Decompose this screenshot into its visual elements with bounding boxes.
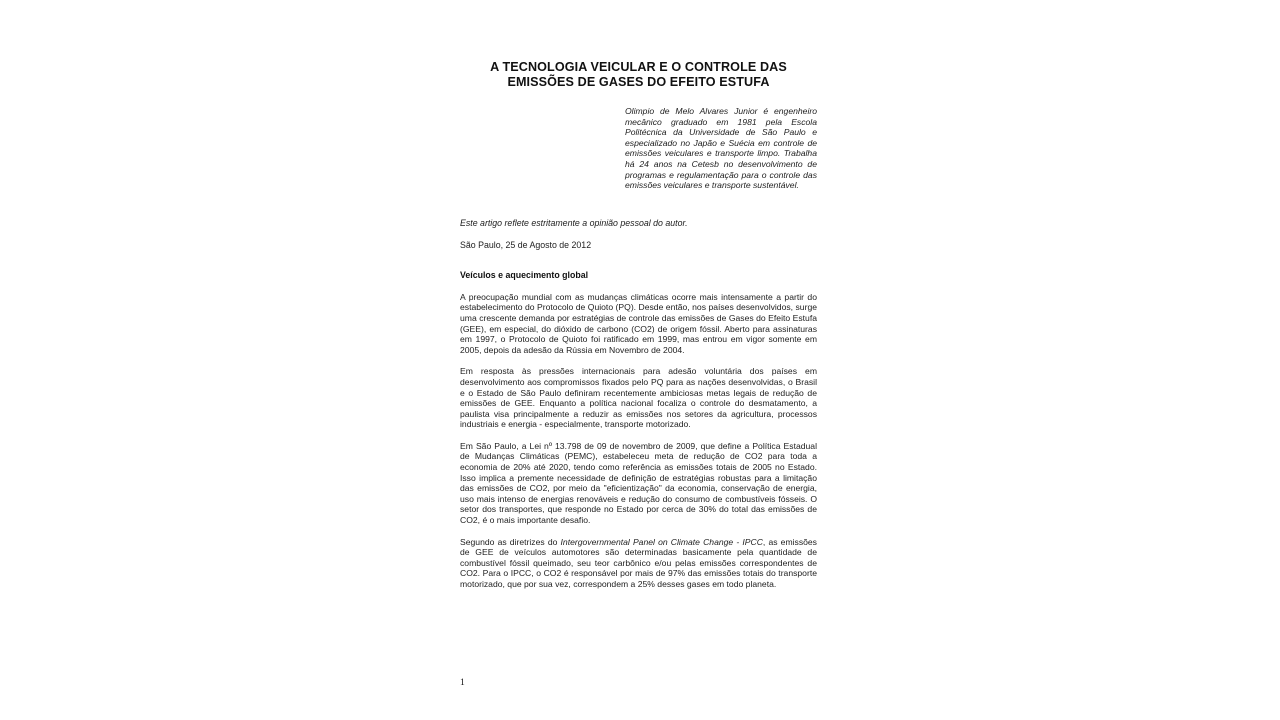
page-content	[460, 60, 817, 590]
disclaimer: Este artigo reflete estritamente a opinião pessoal do autor.	[460, 217, 688, 228]
author-bio: Olimpio de Melo Alvares Junior é engenheiro mecânico graduado em 1981 pela Escola Politécnica da Universidade de São Paulo e especializado no Japão e Suécia em controle de emissões veiculares e transporte limpo. Trabalha há 24 anos na Cetesb no desenvolvimento de programas e regulamentação para o controle das emissões veiculares e transporte sustentável.	[625, 106, 817, 191]
title-line-1: A TECNOLOGIA VEICULAR E O CONTROLE DAS	[490, 60, 787, 74]
paragraph-4-suffix: , as emissões de GEE de veículos automotores são determinadas basicamente pela quantidade de combustível fóssil queimado, seu teor carbônico e/ou pelas emissões correspondentes de CO2. Para o IPCC, o CO2 é responsável por mais de 97% das emissões totais do transporte motorizado, que por sua vez, correspondem a 25% desses gases em todo planeta.	[460, 536, 817, 589]
paragraph-2: Em resposta às pressões internacionais para adesão voluntária dos países em desenvolvimento aos compromissos fixados pelo PQ para as nações desenvolvidas, o Brasil e o Estado de São Paulo definiram recentemente ambiciosas metas legais de redução de emissões de GEE. Enquanto a política nacional focaliza o controle do desmatamento, a paulista visa principalmente a reduzir as emissões nos setores da agricultura, processos industriais e energia - especialmente, transporte motorizado.	[460, 366, 817, 430]
section-heading: Veículos e aquecimento global	[460, 269, 589, 280]
paragraph-4	[460, 537, 817, 590]
paragraph-4-prefix: Segundo as diretrizes do	[460, 536, 561, 547]
article-title	[460, 60, 817, 90]
paragraph-3: Em São Paulo, a Lei nº 13.798 de 09 de novembro de 2009, que define a Política Estadual de Mudanças Climáticas (PEMC), estabeleceu meta de redução de CO2 para toda a economia de 20% até 2020, tendo como referência as emissões totais de 2005 no Estado. Isso implica a premente necessidade de definição de estratégias robustas para a limitação das emissões de CO2, por meio da "eficientização" da economia, conservação de energia, uso mais intenso de energias renováveis e redução do consumo de combustíveis fósseis. O setor dos transportes, que responde no Estado por cerca de 30% do total das emissões de CO2, é o mais importante desafio.	[460, 440, 817, 526]
title-line-2: EMISSÕES DE GASES DO EFEITO ESTUFA	[507, 75, 770, 89]
ipcc-name: Intergovernmental Panel on Climate Change - IPCC	[560, 536, 763, 547]
dateline: São Paulo, 25 de Agosto de 2012	[460, 239, 592, 250]
paragraph-1: A preocupação mundial com as mudanças climáticas ocorre mais intensamente a partir do estabelecimento do Protocolo de Quioto (PQ). Desde então, nos países desenvolvidos, surge uma crescente demanda por estratégias de controle das emissões de Gases do Efeito Estufa (GEE), em especial, do dióxido de carbono (CO2) de origem fóssil. Aberto para assinaturas em 1997, o Protocolo de Quioto foi ratificado em 1999, mas entrou em vigor somente em 2005, depois da adesão da Rússia em Novembro de 2004.	[460, 291, 817, 355]
page-number: 1	[460, 678, 465, 688]
